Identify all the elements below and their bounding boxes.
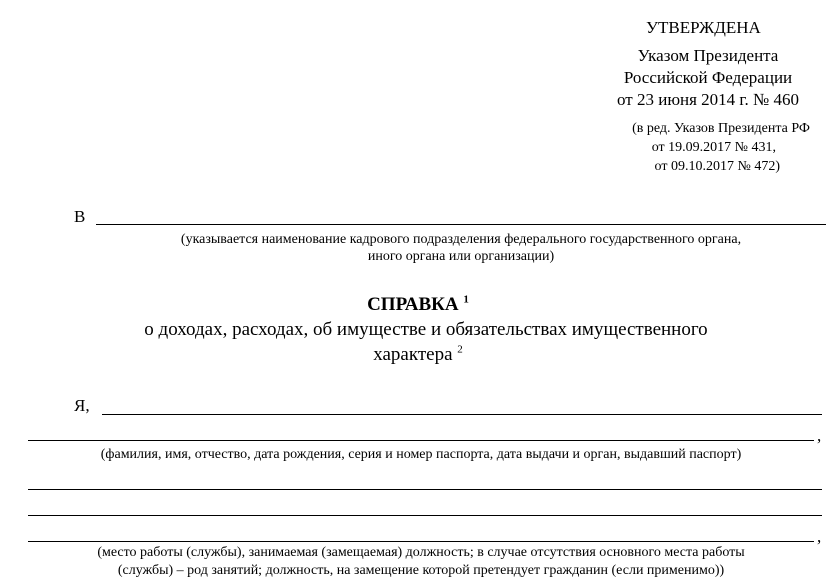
declarant-name-line-2[interactable] — [28, 440, 814, 441]
approval-line-3: от 23 июня 2014 г. № 460 — [617, 90, 799, 109]
recipient-hint-2: иного органа или организации) — [367, 249, 555, 264]
workplace-hint-1: (место работы (службы), занимаемая (замещаемая) должность; в случае отсутствия основного места работы — [97, 545, 745, 560]
recipient-prefix: В — [74, 207, 86, 226]
approval-title: УТВЕРЖДЕНА — [646, 18, 761, 37]
workplace-line-1[interactable] — [28, 489, 822, 490]
subtitle-footnote-marker: 2 — [457, 343, 463, 356]
approval-line-1: Указом Президента — [637, 46, 779, 65]
document-subtitle-1: о доходах, расходах, об имуществе и обязательствах имущественного — [144, 319, 708, 340]
workplace-hint-2: (службы) – род занятий; должность, на замещение которой претендует гражданин (если применимо)) — [117, 563, 725, 578]
declarant-hint: (фамилия, имя, отчество, дата рождения, серия и номер паспорта, дата выдачи и орган, выдавший паспорт) — [100, 447, 742, 462]
declarant-prefix: Я, — [74, 396, 90, 415]
workplace-comma: , — [817, 527, 822, 546]
edition-note-3: от 09.10.2017 № 472) — [654, 159, 780, 174]
recipient-field-line[interactable] — [96, 224, 826, 225]
declarant-comma: , — [817, 426, 822, 445]
approval-line-2: Российской Федерации — [623, 68, 793, 87]
workplace-line-2[interactable] — [28, 515, 822, 516]
workplace-line-3[interactable] — [28, 541, 814, 542]
document-title: СПРАВКА $^1$ — [367, 293, 469, 315]
subtitle-2-text: характера — [373, 344, 453, 365]
recipient-hint-1: (указывается наименование кадрового подразделения федерального государственного органа, — [180, 232, 742, 247]
document-subtitle-2 — [0, 344, 836, 366]
declarant-name-line-1[interactable] — [102, 414, 822, 415]
edition-note-1: (в ред. Указов Президента РФ — [632, 121, 810, 136]
title-footnote-marker: 1 — [463, 293, 469, 306]
edition-note-2: от 19.09.2017 № 431, — [651, 140, 776, 155]
